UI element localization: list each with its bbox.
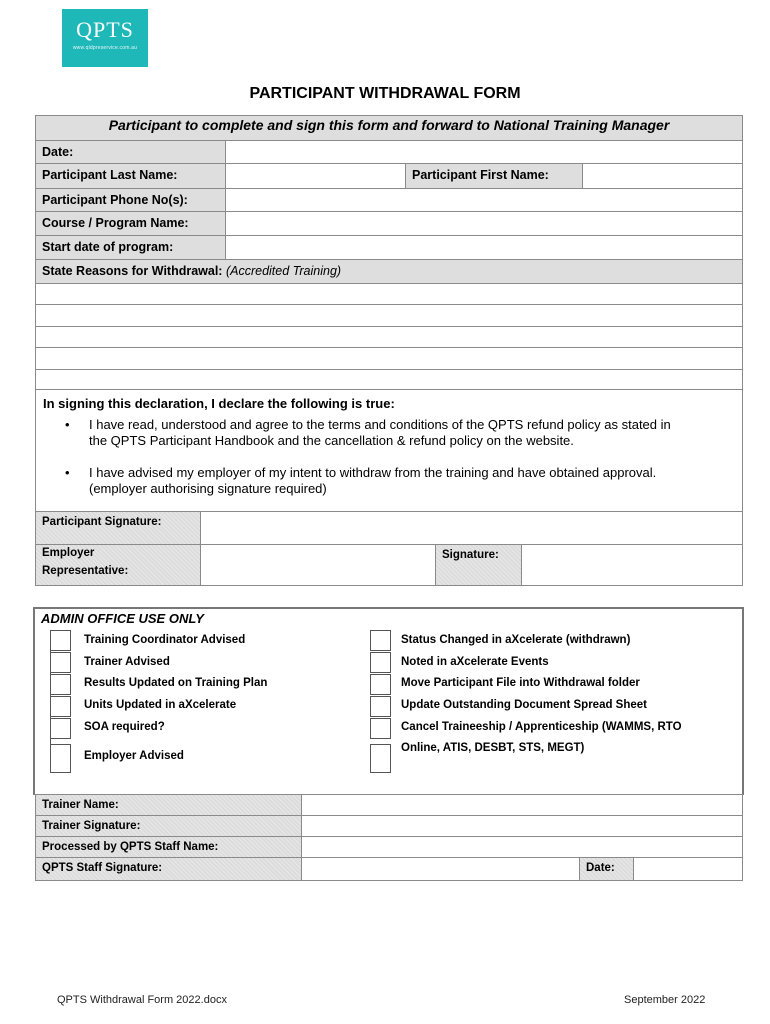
first-name-label: Participant First Name: — [405, 163, 583, 189]
declaration-item-2 — [89, 465, 734, 497]
employer-signature-field[interactable] — [521, 544, 743, 586]
checkbox-move-file[interactable] — [370, 674, 391, 695]
declaration-item-2-line-1: I have advised my employer of my intent to withdraw from the training and have obtained approval. — [89, 465, 657, 480]
trainer-name-label: Trainer Name: — [35, 794, 302, 816]
declaration-item-1 — [89, 417, 734, 449]
last-name-field[interactable] — [225, 163, 406, 189]
admin-title: ADMIN OFFICE USE ONLY — [41, 611, 204, 626]
logo-mark: QPTS — [76, 17, 134, 42]
phone-field[interactable] — [225, 188, 743, 212]
checkbox-cancel-traineeship[interactable] — [370, 718, 391, 739]
staff-date-label: Date: — [579, 857, 634, 881]
staff-signature-field[interactable] — [301, 857, 580, 881]
reason-line-1[interactable] — [35, 283, 743, 305]
admin-item-trainer-advised: Trainer Advised — [84, 656, 170, 668]
reason-line-3[interactable] — [35, 326, 743, 348]
checkbox-training-coordinator[interactable] — [50, 630, 71, 651]
admin-item-training-coordinator: Training Coordinator Advised — [84, 634, 246, 646]
start-date-field[interactable] — [225, 235, 743, 260]
declaration-item-1-line-1: I have read, understood and agree to the terms and conditions of the QPTS refund policy as stated in — [89, 417, 671, 432]
first-name-field[interactable] — [582, 163, 743, 189]
checkbox-trainer-advised[interactable] — [50, 652, 71, 673]
admin-item-update-spreadsheet: Update Outstanding Document Spread Sheet — [401, 699, 647, 711]
declaration-heading: In signing this declaration, I declare the following is true: — [43, 396, 395, 411]
staff-date-field[interactable] — [633, 857, 743, 881]
footer-filename: QPTS Withdrawal Form 2022.docx — [57, 994, 227, 1006]
course-field[interactable] — [225, 211, 743, 236]
employer-name-field[interactable] — [200, 544, 436, 586]
start-date-label: Start date of program: — [35, 235, 226, 260]
last-name-label: Participant Last Name: — [35, 163, 226, 189]
admin-item-employer-advised: Employer Advised — [84, 750, 184, 762]
course-label: Course / Program Name: — [35, 211, 226, 236]
trainer-signature-field[interactable] — [301, 815, 743, 837]
admin-item-cancel-traineeship: Cancel Traineeship / Apprenticeship (WAMMS, RTO — [401, 721, 682, 733]
employer-label — [35, 544, 201, 586]
checkbox-update-spreadsheet[interactable] — [370, 696, 391, 717]
admin-item-online-agencies: Online, ATIS, DESBT, STS, MEGT) — [401, 742, 585, 754]
checkbox-units-updated[interactable] — [50, 696, 71, 717]
participant-signature-label: Participant Signature: — [35, 511, 201, 545]
trainer-signature-label: Trainer Signature: — [35, 815, 302, 837]
qpts-logo — [62, 9, 148, 67]
admin-item-soa-required: SOA required? — [84, 721, 165, 733]
reasons-note: (Accredited Training) — [225, 264, 342, 278]
bullet-icon: • — [65, 417, 70, 432]
checkbox-noted-events[interactable] — [370, 652, 391, 673]
form-title: PARTICIPANT WITHDRAWAL FORM — [249, 85, 521, 102]
admin-item-results-updated: Results Updated on Training Plan — [84, 677, 268, 689]
instruction-bar — [35, 115, 743, 141]
trainer-name-field[interactable] — [301, 794, 743, 816]
admin-item-status-changed: Status Changed in aXcelerate (withdrawn) — [401, 634, 631, 646]
phone-label: Participant Phone No(s): — [35, 188, 226, 212]
checkbox-status-changed[interactable] — [370, 630, 391, 651]
declaration-item-1-line-2: the QPTS Participant Handbook and the cancellation & refund policy on the website. — [89, 433, 574, 448]
date-label: Date: — [35, 140, 226, 164]
employer-label-line-2: Representative: — [42, 565, 129, 577]
checkbox-results-updated[interactable] — [50, 674, 71, 695]
admin-item-units-updated: Units Updated in aXcelerate — [84, 699, 237, 711]
reason-line-4[interactable] — [35, 347, 743, 370]
reason-line-2[interactable] — [35, 304, 743, 327]
admin-item-noted-events: Noted in aXcelerate Events — [401, 656, 549, 668]
checkbox-employer-advised[interactable] — [50, 744, 71, 773]
reasons-header — [35, 259, 743, 284]
date-field[interactable] — [225, 140, 743, 164]
admin-item-move-file: Move Participant File into Withdrawal folder — [401, 677, 640, 689]
logo-tagline: www.qldpreservice.com.au — [72, 45, 138, 51]
checkbox-online-agencies[interactable] — [370, 744, 391, 773]
reason-line-5[interactable] — [35, 369, 743, 390]
processed-by-label: Processed by QPTS Staff Name: — [35, 836, 302, 858]
reasons-label: State Reasons for Withdrawal: — [42, 264, 223, 278]
footer-date: September 2022 — [624, 994, 706, 1006]
staff-signature-label: QPTS Staff Signature: — [35, 857, 302, 881]
declaration-item-2-line-2: (employer authorising signature required) — [89, 481, 327, 496]
declaration-section — [35, 389, 743, 512]
instruction-text: Participant to complete and sign this form and forward to National Training Manager — [108, 117, 670, 133]
bullet-icon: • — [65, 465, 70, 480]
employer-label-line-1: Employer — [42, 547, 95, 559]
checkbox-soa-required[interactable] — [50, 718, 71, 739]
participant-signature-field[interactable] — [200, 511, 743, 545]
processed-by-field[interactable] — [301, 836, 743, 858]
employer-signature-label: Signature: — [435, 544, 522, 586]
